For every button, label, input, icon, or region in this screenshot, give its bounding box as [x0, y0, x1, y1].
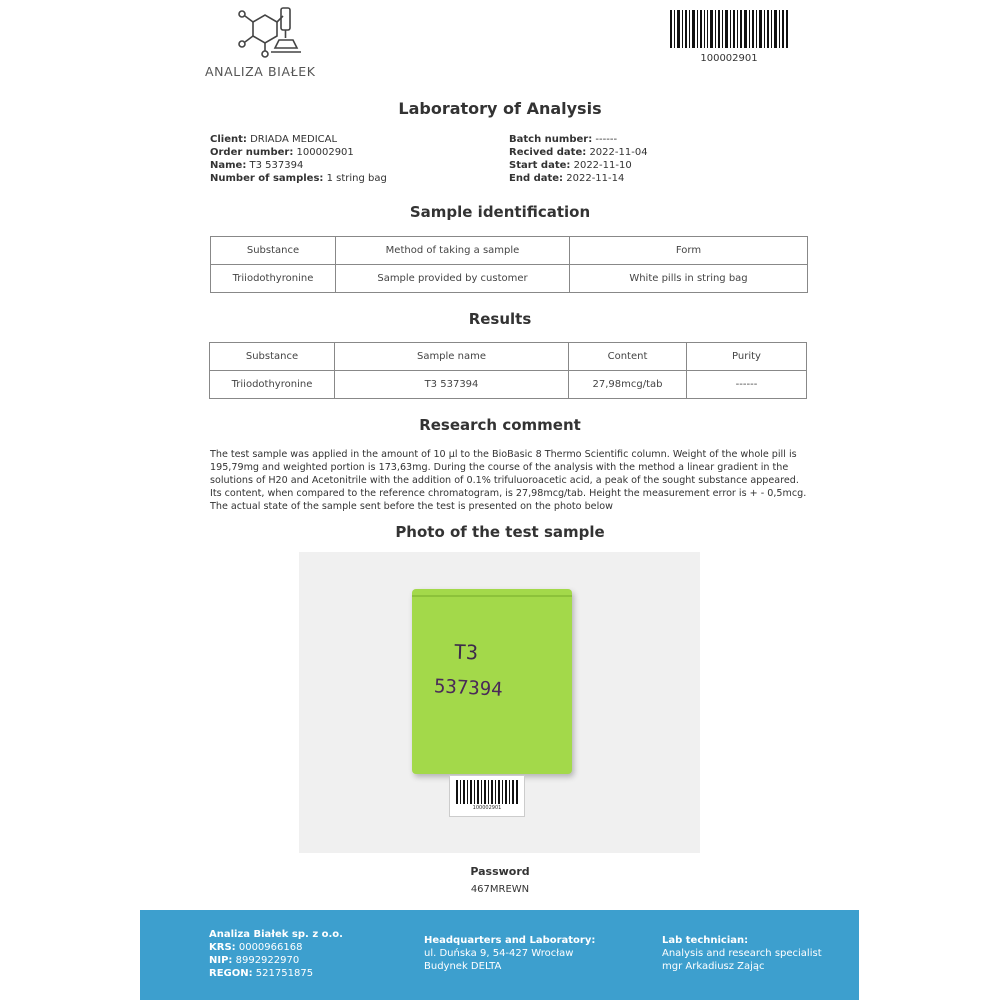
table-header-row: [210, 343, 807, 371]
table-header-cell: Sample name: [335, 343, 569, 371]
bag-barcode-label: [449, 775, 525, 817]
order-info-right: [509, 133, 648, 185]
krs-value: 0000966168: [238, 942, 303, 953]
table-cell: ------: [687, 371, 807, 399]
results-heading: Results: [468, 310, 532, 328]
name-value: T3 537394: [249, 160, 304, 171]
table-header-cell: Substance: [210, 343, 335, 371]
table-header-cell: Substance: [211, 237, 336, 265]
start-row: Start date: 2022-11-10: [509, 160, 632, 171]
comment-line: Its content, when compared to the reference chromatogram, is 27,98mcg/tab. Height the measurement error is + - 0,5mcg.: [210, 488, 807, 499]
table-cell: Triiodothyronine: [211, 265, 336, 293]
small-barcode-icon: [455, 780, 519, 804]
table-header-row: [211, 237, 808, 265]
client-value: DRIADA MEDICAL: [250, 134, 338, 145]
client-row: Client: DRIADA MEDICAL: [210, 134, 338, 145]
bag-zip: [412, 595, 572, 597]
password-label: Password: [470, 865, 530, 878]
table-row: [211, 265, 808, 293]
sample-identification-table: [210, 236, 808, 293]
footer-headquarters: [424, 934, 595, 973]
sample-identification-heading: Sample identification: [409, 203, 591, 221]
table-header-cell: Purity: [687, 343, 807, 371]
batch-value: ------: [595, 134, 618, 145]
comment-line: The test sample was applied in the amount of 10 µl to the BioBasic 8 Thermo Scientific column. Weight of the whole pill is: [210, 449, 797, 460]
table-cell: Sample provided by customer: [336, 265, 570, 293]
tech-name: mgr Arkadiusz Zając: [662, 961, 765, 972]
company-name: Analiza Białek sp. z o.o.: [209, 929, 343, 940]
barcode-icon: [668, 10, 790, 48]
received-row: Recived date: 2022-11-04: [509, 147, 648, 158]
tech-title: Lab technician:: [662, 935, 749, 946]
order-info-left: [210, 133, 387, 185]
page-title: Laboratory of Analysis: [398, 99, 602, 118]
table-header-cell: Method of taking a sample: [336, 237, 570, 265]
received-value: 2022-11-04: [589, 147, 648, 158]
regon-value: 521751875: [255, 968, 314, 979]
footer-technician: [662, 934, 822, 973]
batch-row: Batch number: ------: [509, 134, 618, 145]
sample-photo: [299, 552, 700, 853]
hq-title: Headquarters and Laboratory:: [424, 935, 596, 946]
samples-row: Number of samples: 1 string bag: [210, 173, 387, 184]
footer: [140, 910, 859, 1000]
logo-text: ANALIZA BIAŁEK: [205, 64, 316, 79]
table-header-cell: Form: [570, 237, 808, 265]
photo-heading: Photo of the test sample: [395, 523, 605, 541]
nip-value: 8992922970: [235, 955, 300, 966]
end-value: 2022-11-14: [566, 173, 625, 184]
table-cell: T3 537394: [335, 371, 569, 399]
table-cell: 27,98mcg/tab: [569, 371, 687, 399]
research-comment-text: [210, 448, 830, 513]
start-value: 2022-11-10: [573, 160, 632, 171]
hq-address: ul. Duńska 9, 54-427 Wrocław: [424, 948, 574, 959]
hq-building: Budynek DELTA: [424, 961, 502, 972]
samples-value: 1 string bag: [326, 173, 387, 184]
table-header-cell: Content: [569, 343, 687, 371]
bag-handwriting-number: 537394: [433, 675, 504, 701]
bag-label-number: 100002901: [472, 805, 502, 811]
comment-line: 195,79mg and weighted portion is 173,63mg. During the course of the analysis with the method a linear gradient in the: [210, 462, 789, 473]
password-value: 467MREWN: [470, 884, 530, 895]
name-row: Name: T3 537394: [210, 160, 304, 171]
table-cell: Triiodothyronine: [210, 371, 335, 399]
table-row: [210, 371, 807, 399]
table-cell: White pills in string bag: [570, 265, 808, 293]
order-number-value: 100002901: [296, 147, 354, 158]
research-comment-heading: Research comment: [419, 416, 581, 434]
results-table: [209, 342, 807, 399]
comment-line: The actual state of the sample sent before the test is presented on the photo below: [210, 501, 613, 512]
comment-line: solutions of H20 and Acetonitrile with the addition of 0.1% trifuluoroacetic acid, a peak of the sought substance appeared.: [210, 475, 799, 486]
bag-handwriting-t3: T3: [453, 639, 479, 665]
end-row: End date: 2022-11-14: [509, 173, 625, 184]
barcode-number: 100002901: [700, 53, 758, 64]
order-number-row: Order number: 100002901: [210, 147, 354, 158]
tech-role: Analysis and research specialist: [662, 948, 822, 959]
footer-company: Analiza Białek sp. z o.o. KRS: 0000966168 NIP: 8992922970 REGON: 521751875: [209, 929, 343, 979]
